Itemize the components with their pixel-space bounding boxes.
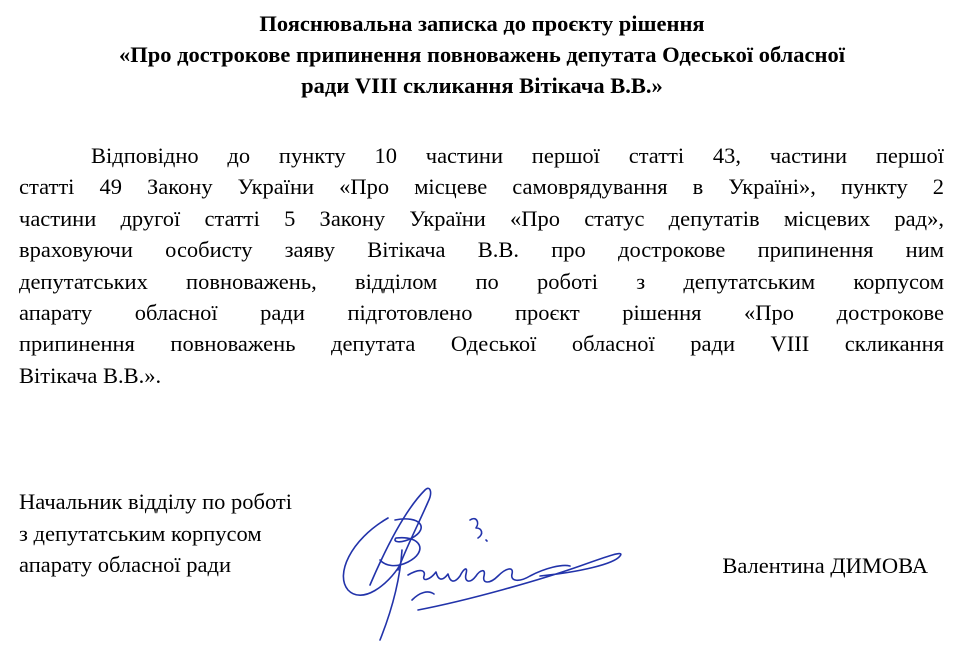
body-line-8: Вітікача В.В.».: [19, 362, 162, 388]
body-paragraph: [19, 140, 944, 391]
position-line-2: з депутатським корпусом: [19, 520, 262, 546]
title-line-2: «Про дострокове припинення повноважень депутата Одеської обласної: [119, 42, 845, 67]
position-line-3: апарату обласної ради: [19, 552, 232, 577]
signer-name: Валентина ДИМОВА: [722, 553, 928, 578]
body-line-7: припинення повноважень депутата Одеської обласної ради VIII скликання: [19, 331, 944, 357]
handwritten-signature: [330, 480, 650, 660]
signature-ink: [343, 488, 620, 640]
body-line-6: апарату обласної ради підготовлено проєкт рішення «Про дострокове: [19, 300, 944, 326]
body-line-1: Відповідно до пункту 10 частини першої статті 43, частини першої: [91, 143, 944, 168]
signer-position: [19, 486, 292, 581]
body-line-4: враховуючи особисту заяву Вітікача В.В. про дострокове припинення ним: [19, 237, 944, 263]
body-line-2: статті 49 Закону України «Про місцеве самоврядування в Україні», пункту 2: [19, 174, 944, 200]
body-line-5: депутатських повноважень, відділом по роботі з депутатським корпусом: [19, 268, 944, 294]
title-line-3: ради VIII скликання Вітікача В.В.»: [301, 73, 663, 98]
document-title: [0, 8, 964, 101]
body-line-3: частини другої статті 5 Закону України «Про статус депутатів місцевих рад»,: [19, 205, 944, 231]
title-line-1: Пояснювальна записка до проєкту рішення: [259, 11, 705, 36]
position-line-1: Начальник відділу по роботі: [19, 489, 292, 514]
